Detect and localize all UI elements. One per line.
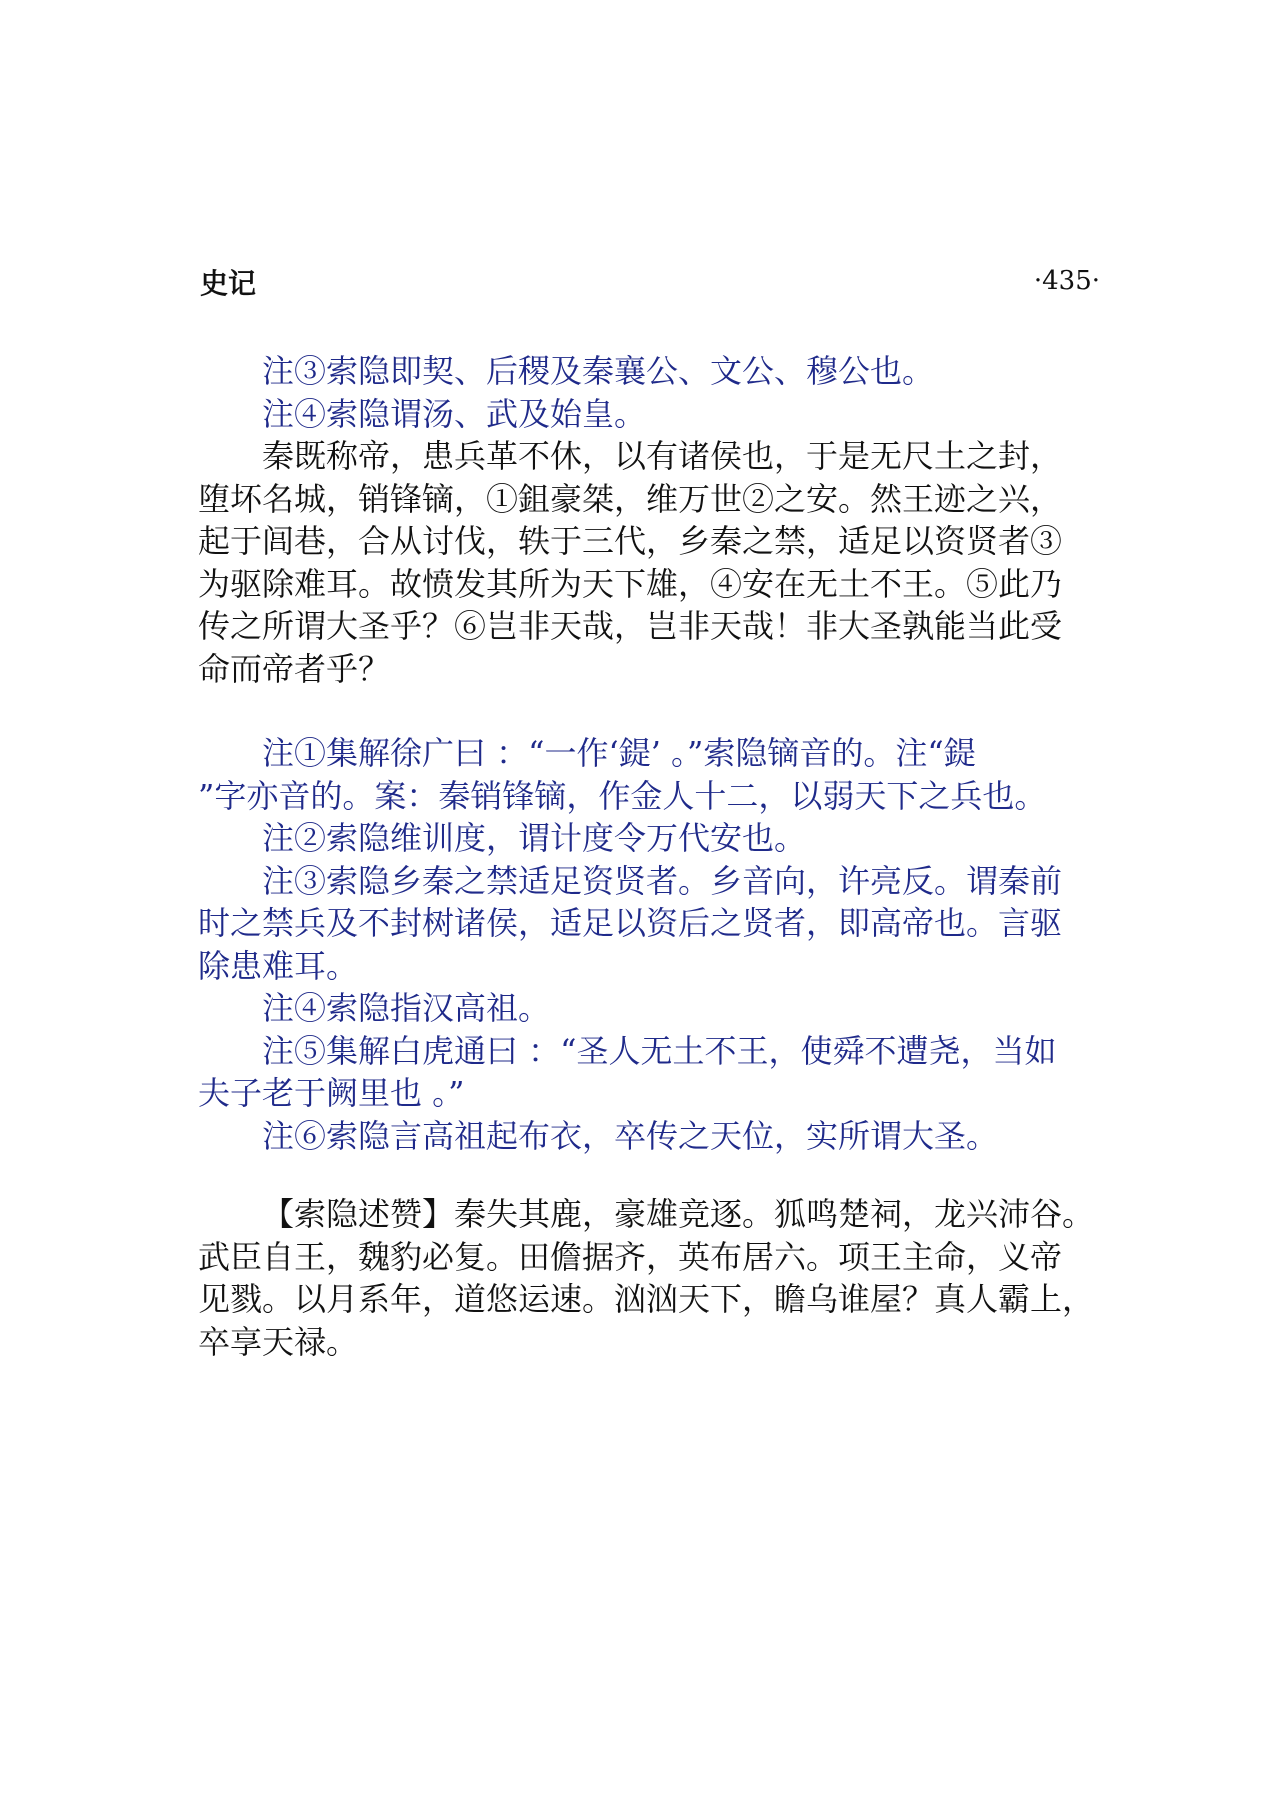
note-paragraph <box>198 1030 1108 1115</box>
body-text <box>198 350 1108 1363</box>
note-paragraph <box>198 860 1108 988</box>
note-paragraph <box>198 987 1108 1030</box>
note-paragraph <box>198 817 1108 860</box>
text-line: 堕坏名城，销锋镝，①鉏豪桀，维万世②之安。然王迹之兴， <box>198 479 1063 518</box>
text-line: 为驱除难耳。故愤发其所为天下雄，④安在无土不王。⑤此乃 <box>198 564 1063 603</box>
text-line: 见戮。以月系年，道悠运速。汹汹天下，瞻乌谁屋？真人霸上， <box>198 1280 1095 1318</box>
paragraph-gap <box>198 1157 1108 1193</box>
text-line: 注⑥索隐言高祖起布衣，卒传之天位，实所谓大圣。 <box>262 1116 999 1155</box>
note-paragraph <box>198 1115 1108 1158</box>
text-line: 秦既称帝，患兵革不休，以有诸侯也，于是无尺土之封， <box>262 437 1063 475</box>
paragraph-gap <box>198 690 1108 732</box>
text-line: 夫子老于阙里也 。” <box>198 1074 465 1112</box>
text-line: 起于闾巷，合从讨伐，轶于三代，乡秦之禁，适足以资贤者③ <box>198 522 1063 560</box>
running-title: 史记 <box>200 267 257 300</box>
page-number: ·435· <box>1033 266 1100 296</box>
note-paragraph <box>198 732 1108 817</box>
text-line: 除患难耳。 <box>198 946 359 985</box>
main-paragraph <box>198 1193 1108 1363</box>
text-line: 注②索隐维训度，谓计度令万代安也。 <box>262 819 807 857</box>
text-line: 时之禁兵及不封树诸侯，适足以资后之贤者，即高帝也。言驱 <box>198 904 1063 942</box>
text-line: 注③索隐即契、后稷及秦襄公、文公、穆公也。 <box>262 352 935 390</box>
text-line: 注⑤集解白虎通曰 ：“圣人无土不王，使舜不遭尧，当如 <box>262 1031 1057 1070</box>
main-paragraph <box>198 435 1108 690</box>
note-paragraph <box>198 350 1108 393</box>
text-line: 武臣自王，魏豹必复。田儋据齐，英布居六。项王主命，义帝 <box>198 1237 1063 1276</box>
text-line: 传之所谓大圣乎？⑥岂非天哉，岂非天哉！非大圣孰能当此受 <box>198 607 1063 645</box>
text-line: 【索隐述赞】秦失其鹿，豪雄竞逐。狐鸣楚祠，龙兴沛谷。 <box>262 1195 1095 1233</box>
page-header <box>200 262 1100 312</box>
text-line: 注④索隐谓汤、武及始皇。 <box>262 394 647 433</box>
text-line: 注①集解徐广曰 ：“一作‘鍉’ 。”索隐镝音的。注“鍉 <box>262 734 976 772</box>
text-line: 命而帝者乎？ <box>198 649 391 688</box>
text-line: 注③索隐乡秦之禁适足资贤者。乡音向，许亮反。谓秦前 <box>262 861 1063 900</box>
text-line: ”字亦音的。案：秦销锋镝，作金人十二，以弱天下之兵也。 <box>198 776 1047 815</box>
note-paragraph <box>198 393 1108 436</box>
text-line: 卒享天禄。 <box>198 1322 359 1361</box>
text-line: 注④索隐指汉高祖。 <box>262 989 551 1027</box>
